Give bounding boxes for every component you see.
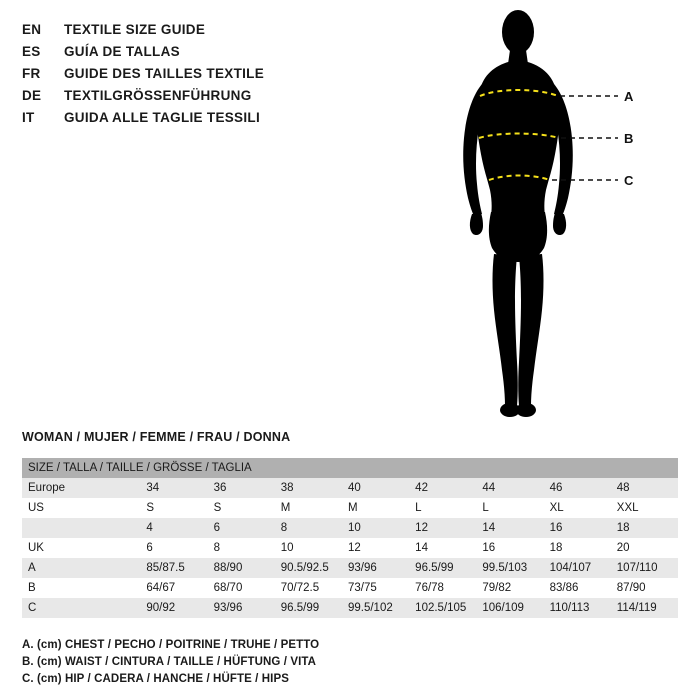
cell: 102.5/105	[409, 598, 476, 618]
cell: 79/82	[476, 578, 543, 598]
cell: 87/90	[611, 578, 678, 598]
row-label: UK	[22, 538, 140, 558]
cell: 12	[409, 518, 476, 538]
row-label: Europe	[22, 478, 140, 498]
row-label: A	[22, 558, 140, 578]
table-row	[22, 558, 678, 578]
cell: 4	[140, 518, 207, 538]
row-label: US	[22, 498, 140, 518]
legend-line-c: C. (cm) HIP / CADERA / HANCHE / HÜFTE / HIPS	[22, 673, 290, 685]
language-row	[22, 44, 442, 64]
legend-line-b: B. (cm) WAIST / CINTURA / TAILLE / HÜFTUNG / VITA	[22, 656, 317, 668]
label-b: B	[624, 131, 634, 146]
table-row	[22, 478, 678, 498]
cell: 68/70	[208, 578, 275, 598]
cell: 88/90	[208, 558, 275, 578]
language-row	[22, 110, 442, 130]
language-row	[22, 66, 442, 86]
row-label: B	[22, 578, 140, 598]
cell: 46	[544, 478, 611, 498]
measurement-legend	[22, 637, 319, 688]
cell: S	[140, 498, 207, 518]
label-c: C	[624, 173, 634, 188]
cell: 14	[476, 518, 543, 538]
language-code: DE	[22, 88, 42, 103]
cell: 20	[611, 538, 678, 558]
cell: 6	[140, 538, 207, 558]
cell: 10	[342, 518, 409, 538]
cell: 40	[342, 478, 409, 498]
cell: 96.5/99	[409, 558, 476, 578]
cell: L	[409, 498, 476, 518]
section-title: WOMAN / MUJER / FEMME / FRAU / DONNA	[22, 430, 291, 444]
female-body-diagram	[422, 4, 692, 434]
table-row	[22, 578, 678, 598]
cell: 34	[140, 478, 207, 498]
cell: 48	[611, 478, 678, 498]
cell: 16	[544, 518, 611, 538]
legend-line-a: A. (cm) CHEST / PECHO / POITRINE / TRUHE / PETTO	[22, 639, 320, 651]
cell: 18	[611, 518, 678, 538]
cell: 76/78	[409, 578, 476, 598]
cell: 96.5/99	[275, 598, 342, 618]
cell: 8	[208, 538, 275, 558]
cell: 16	[476, 538, 543, 558]
table-row	[22, 538, 678, 558]
table-header-row	[22, 458, 678, 478]
cell: 93/96	[342, 558, 409, 578]
cell: 99.5/102	[342, 598, 409, 618]
cell: 73/75	[342, 578, 409, 598]
language-row	[22, 22, 442, 42]
cell: 99.5/103	[476, 558, 543, 578]
language-row	[22, 88, 442, 108]
language-title-list	[22, 22, 442, 132]
cell: 90/92	[140, 598, 207, 618]
cell: 38	[275, 478, 342, 498]
language-title: TEXTILE SIZE GUIDE	[64, 22, 206, 37]
cell: M	[342, 498, 409, 518]
size-table	[22, 458, 678, 618]
female-silhouette-icon	[463, 10, 573, 417]
cell: M	[275, 498, 342, 518]
cell: 114/119	[611, 598, 678, 618]
cell: 6	[208, 518, 275, 538]
language-code: EN	[22, 22, 42, 37]
cell: 42	[409, 478, 476, 498]
table-row	[22, 518, 678, 538]
language-code: FR	[22, 66, 41, 81]
language-code: ES	[22, 44, 41, 59]
cell: 44	[476, 478, 543, 498]
language-title: GUIDA ALLE TAGLIE TESSILI	[64, 110, 260, 125]
cell: 110/113	[544, 598, 611, 618]
cell: 70/72.5	[275, 578, 342, 598]
cell: 93/96	[208, 598, 275, 618]
language-title: GUÍA DE TALLAS	[64, 44, 180, 59]
cell: 85/87.5	[140, 558, 207, 578]
cell: 36	[208, 478, 275, 498]
cell: 107/110	[611, 558, 678, 578]
label-a: A	[624, 89, 634, 104]
cell: 104/107	[544, 558, 611, 578]
cell: 14	[409, 538, 476, 558]
cell: 64/67	[140, 578, 207, 598]
table-header-label: SIZE / TALLA / TAILLE / GRÖSSE / TAGLIA	[22, 458, 678, 478]
language-title: GUIDE DES TAILLES TEXTILE	[64, 66, 265, 81]
cell: 18	[544, 538, 611, 558]
cell: 8	[275, 518, 342, 538]
cell: S	[208, 498, 275, 518]
row-label	[22, 518, 140, 538]
cell: 12	[342, 538, 409, 558]
language-title: TEXTILGRÖSSENFÜHRUNG	[64, 88, 252, 103]
table-row	[22, 598, 678, 618]
cell: 83/86	[544, 578, 611, 598]
cell: XXL	[611, 498, 678, 518]
table-row	[22, 498, 678, 518]
cell: XL	[544, 498, 611, 518]
row-label: C	[22, 598, 140, 618]
cell: 106/109	[476, 598, 543, 618]
cell: L	[476, 498, 543, 518]
cell: 90.5/92.5	[275, 558, 342, 578]
cell: 10	[275, 538, 342, 558]
language-code: IT	[22, 110, 35, 125]
